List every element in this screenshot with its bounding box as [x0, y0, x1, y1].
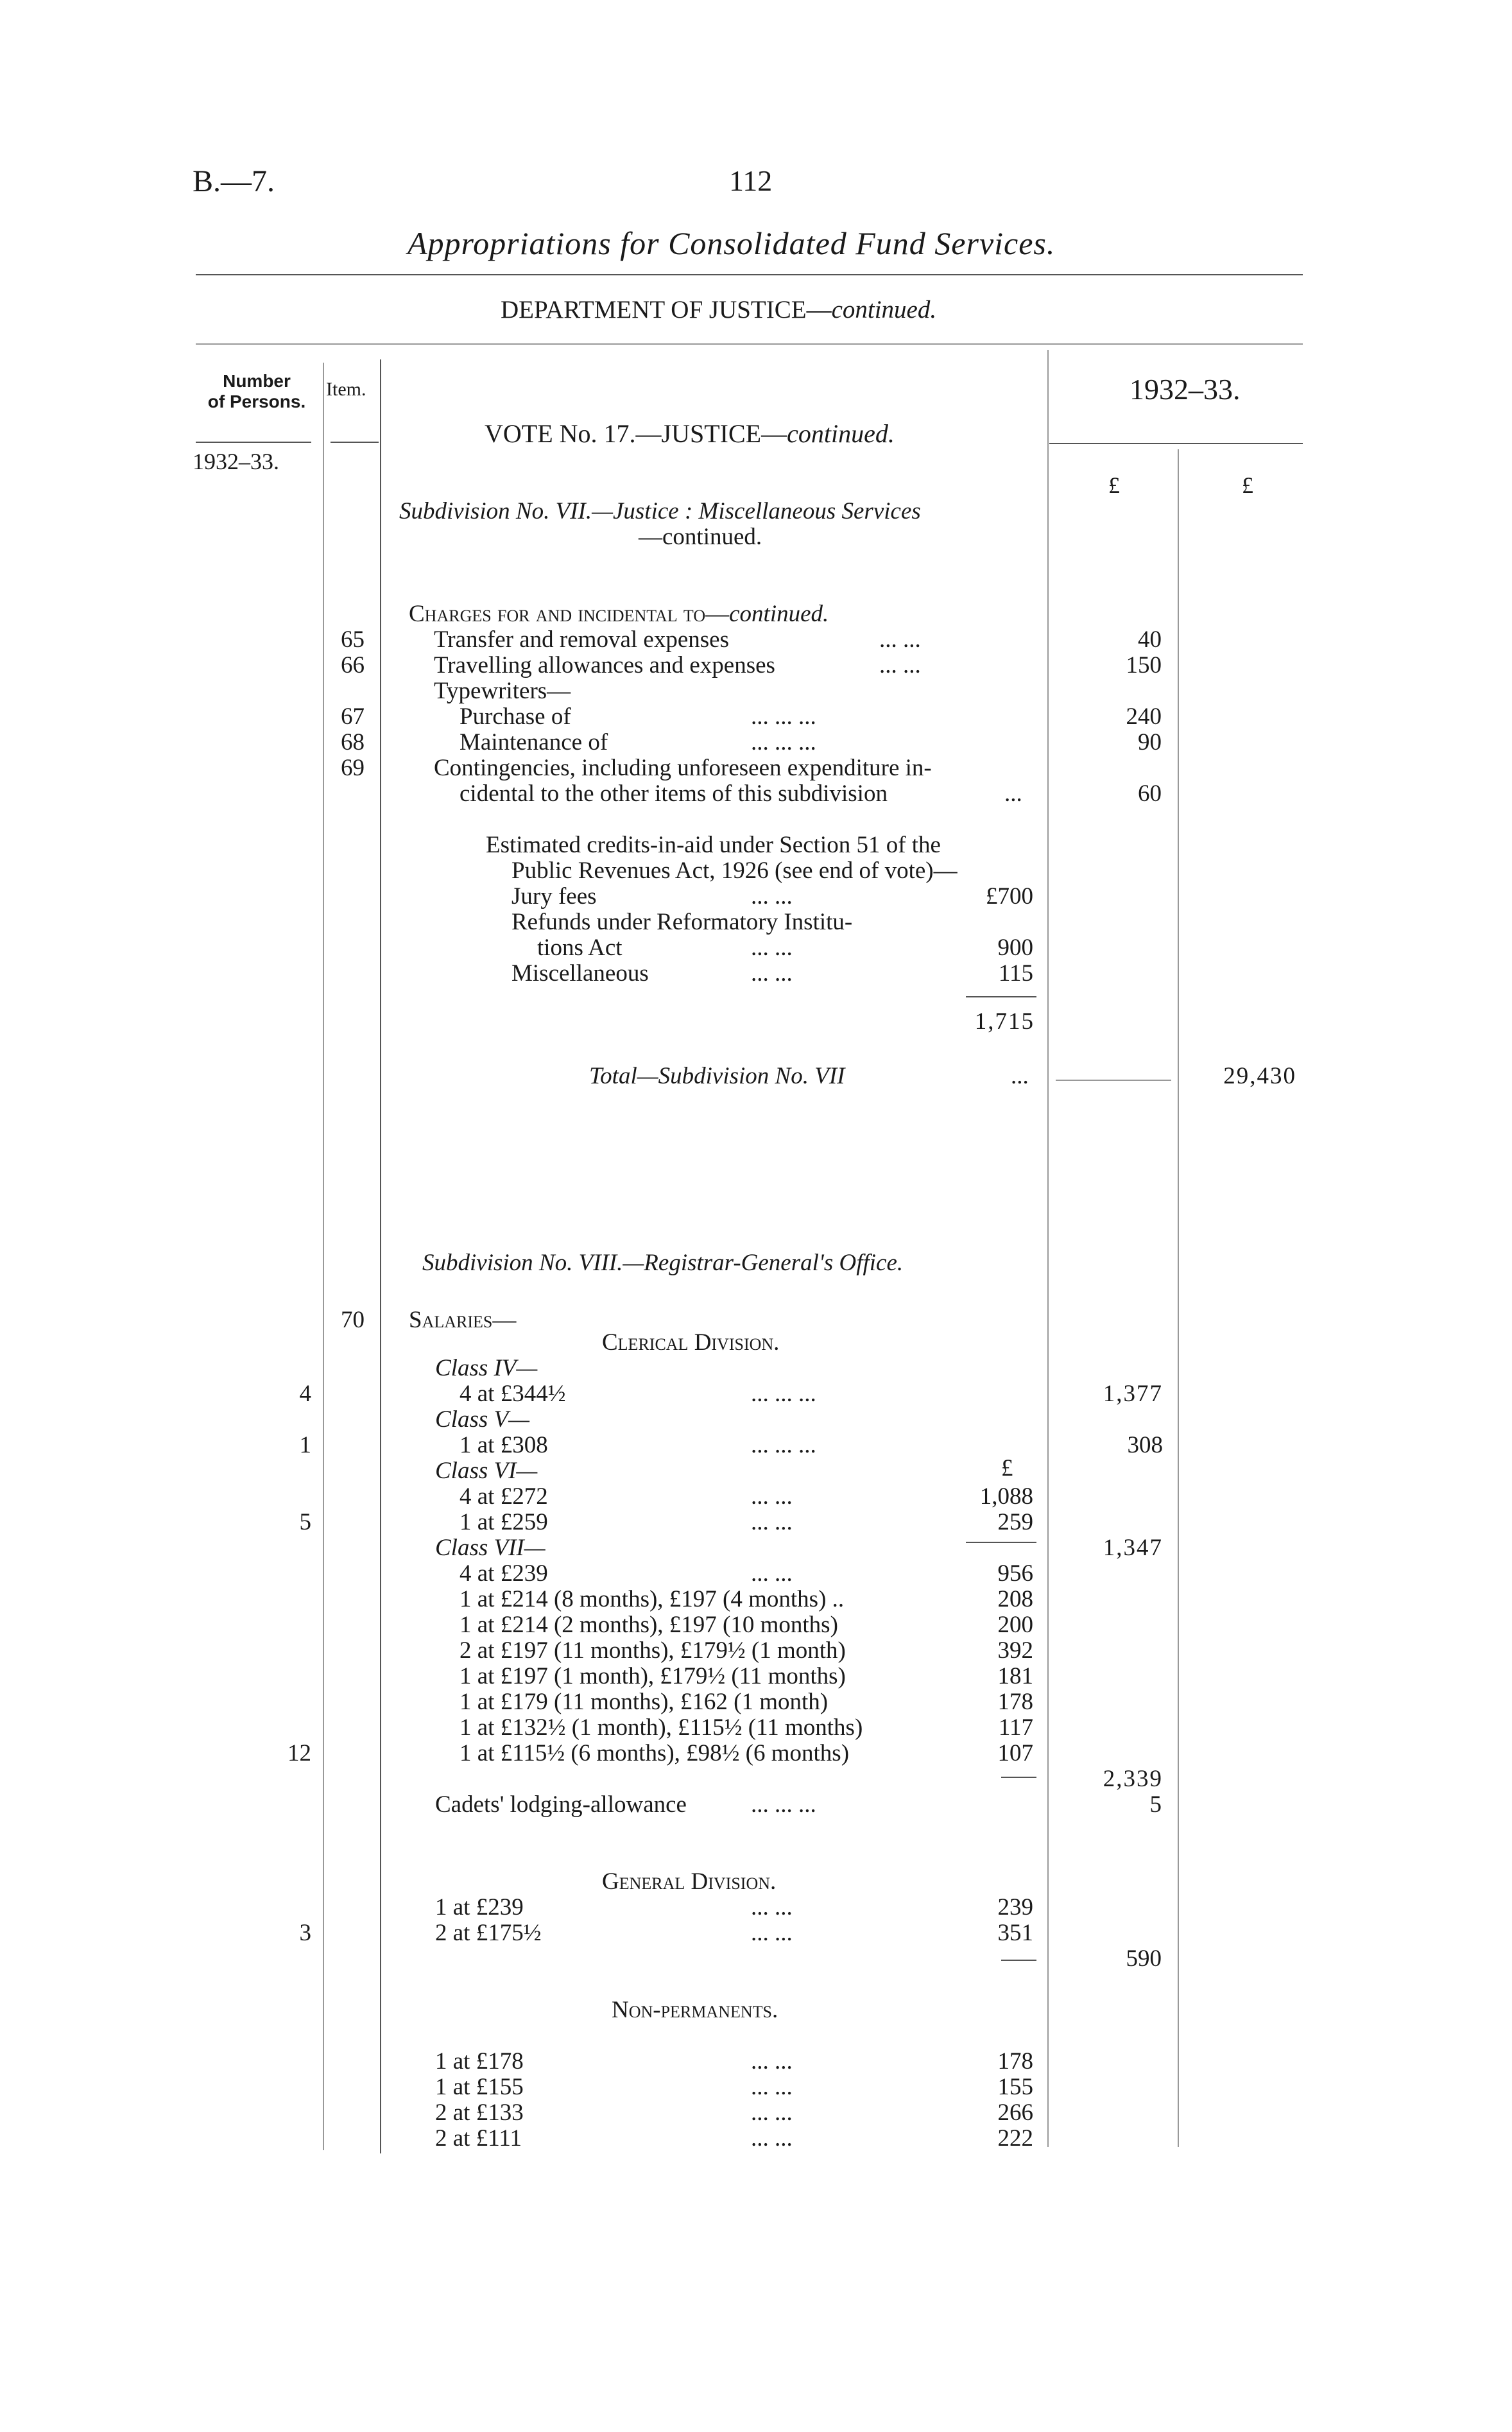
row-description: 4 at £344½	[460, 1381, 566, 1407]
leader-dots: ... ... ...	[751, 1432, 816, 1458]
credits-sum-rule	[966, 996, 1036, 997]
persons-item-divider	[323, 363, 324, 2150]
vote-title-continued: continued.	[787, 419, 895, 448]
salaries-heading: Salaries—	[409, 1307, 517, 1333]
leader-dots: ... ...	[751, 1920, 793, 1946]
credit-label: Jury fees	[511, 883, 597, 910]
row-value: 155	[997, 2074, 1033, 2100]
charges-heading-text: Charges for and incidental to—	[409, 601, 730, 627]
row-value: 222	[997, 2125, 1033, 2152]
row-value: 107	[997, 1740, 1033, 1766]
department-name: DEPARTMENT OF JUSTICE—	[501, 296, 832, 323]
class-v-heading: Class V—	[435, 1406, 530, 1433]
row-value: 178	[997, 2048, 1033, 2074]
item-number: 68	[341, 729, 365, 755]
pound-sign-col2: £	[1242, 472, 1253, 498]
clerical-division-heading: Clerical Division.	[602, 1329, 780, 1356]
leader-dots: ... ...	[879, 626, 921, 653]
persons-count: 4	[299, 1381, 311, 1407]
subdivision-vii-total-label: Total—Subdivision No. VII	[589, 1063, 845, 1089]
row-description: 1 at £155	[435, 2074, 524, 2100]
item-number: 69	[341, 755, 365, 781]
column-persons-header: Number of Persons.	[207, 371, 306, 411]
pound-sign-col1: £	[1108, 472, 1120, 498]
row-value: 208	[997, 1586, 1033, 1612]
leader-dots: ... ... ...	[751, 1791, 816, 1818]
row-description: 1 at £259	[460, 1509, 548, 1535]
table-top-rule	[196, 343, 1303, 345]
class-iv-heading: Class IV—	[435, 1355, 538, 1381]
leader-dots: ... ...	[751, 1560, 793, 1587]
department-heading	[501, 295, 936, 324]
vote-title-text: VOTE No. 17.—JUSTICE—	[485, 419, 787, 448]
class-vi-sum-rule	[966, 1542, 1036, 1543]
row-value: 956	[997, 1560, 1033, 1587]
item-description-divider	[380, 359, 381, 2153]
total-dash-rule	[1056, 1080, 1171, 1081]
leader-dots: ... ...	[751, 1483, 793, 1510]
row-description: Maintenance of	[460, 729, 608, 755]
charges-heading-continued: continued.	[729, 601, 829, 627]
general-total: 590	[1126, 1945, 1162, 1972]
row-value: 117	[998, 1714, 1033, 1741]
row-description: Transfer and removal expenses	[434, 626, 729, 653]
row-description: Typewriters—	[434, 678, 571, 704]
leader-dots: ... ...	[751, 2048, 793, 2074]
row-description: 1 at £179 (11 months), £162 (1 month)	[460, 1689, 829, 1715]
row-amount: 240	[1126, 703, 1162, 730]
column-year-header: 1932–33.	[1130, 373, 1241, 406]
header-rule	[196, 274, 1303, 275]
persons-count: 12	[288, 1740, 311, 1766]
charges-heading	[409, 601, 829, 627]
row-description: cidental to the other items of this subdivision	[460, 780, 888, 807]
row-value: 178	[997, 1689, 1033, 1715]
row-amount: 308	[1127, 1432, 1163, 1458]
subdivision-vii-heading: Subdivision No. VII.—Justice : Miscellaneous Services	[399, 498, 921, 524]
row-description: 2 at £133	[435, 2100, 524, 2126]
row-description: 2 at £175½	[435, 1920, 542, 1946]
credit-label: Refunds under Reformatory Institu-	[511, 909, 853, 935]
item-header-rule	[331, 442, 379, 443]
row-value: 392	[997, 1637, 1033, 1664]
row-description: 1 at £115½ (6 months), £98½ (6 months)	[460, 1740, 850, 1766]
row-description: Cadets' lodging-allowance	[435, 1791, 687, 1818]
row-description: 1 at £178	[435, 2048, 524, 2074]
page-number: 112	[729, 164, 773, 197]
row-description: Purchase of	[460, 703, 571, 730]
row-description: 2 at £197 (11 months), £179½ (1 month)	[460, 1637, 846, 1664]
leader-dots: ... ... ...	[751, 1381, 816, 1407]
subdivision-vii-heading-cont: —continued.	[639, 524, 762, 550]
credit-amount: 115	[998, 960, 1033, 987]
row-description: Travelling allowances and expenses	[434, 652, 775, 678]
row-value: 259	[997, 1509, 1033, 1535]
row-value: 181	[997, 1663, 1033, 1689]
row-description: 1 at £308	[460, 1432, 548, 1458]
row-description: 4 at £272	[460, 1483, 548, 1510]
amount-total-divider	[1178, 449, 1179, 2147]
row-description: 1 at £214 (8 months), £197 (4 months) ..	[460, 1586, 845, 1612]
row-amount: 1,377	[1103, 1381, 1163, 1407]
class-vi-heading: Class VI—	[435, 1458, 538, 1484]
class-vi-total: 1,347	[1103, 1535, 1163, 1561]
item-number: 67	[341, 703, 365, 730]
row-description: 1 at £132½ (1 month), £115½ (11 months)	[460, 1714, 863, 1741]
credit-label: Miscellaneous	[511, 960, 649, 987]
row-description: 2 at £111	[435, 2125, 522, 2152]
general-sum-rule	[1001, 1960, 1036, 1961]
item-number: 65	[341, 626, 365, 653]
class-vi-pound-sign: £	[1001, 1455, 1013, 1481]
row-amount: 5	[1149, 1791, 1162, 1818]
leader-dots: ...	[1011, 1063, 1029, 1089]
column-item-header: Item.	[326, 379, 366, 400]
leader-dots: ... ...	[751, 2074, 793, 2100]
leader-dots: ... ...	[751, 935, 793, 961]
leader-dots: ... ...	[879, 652, 921, 678]
subdivision-vii-total: 29,430	[1223, 1063, 1296, 1089]
item-number: 66	[341, 652, 365, 678]
credits-line-1: Estimated credits-in-aid under Section 51 of the	[486, 832, 941, 858]
leader-dots: ... ...	[751, 1894, 793, 1920]
persons-count: 1	[299, 1432, 311, 1458]
persons-count: 3	[299, 1920, 311, 1946]
row-value: 1,088	[979, 1483, 1033, 1510]
credit-amount: £700	[986, 883, 1033, 910]
non-permanents-heading: Non-permanents.	[612, 1997, 778, 2023]
row-description: 4 at £239	[460, 1560, 548, 1587]
row-value: 351	[997, 1920, 1033, 1946]
leader-dots: ... ...	[751, 960, 793, 987]
row-value: 200	[997, 1612, 1033, 1638]
credits-total: 1,715	[974, 1008, 1035, 1035]
persons-year-label: 1932–33.	[193, 449, 279, 474]
leader-dots: ... ... ...	[751, 703, 816, 730]
document-ref: B.—7.	[193, 164, 275, 198]
row-description: 1 at £239	[435, 1894, 524, 1920]
row-description: 1 at £214 (2 months), £197 (10 months)	[460, 1612, 838, 1638]
row-amount: 40	[1138, 626, 1162, 653]
leader-dots: ... ... ...	[751, 729, 816, 755]
credit-amount: 900	[997, 935, 1033, 961]
item-number: 70	[341, 1307, 365, 1333]
year-header-rule	[1049, 443, 1303, 444]
row-value: 266	[997, 2100, 1033, 2126]
row-description: 1 at £197 (1 month), £179½ (11 months)	[460, 1663, 846, 1689]
class-vii-heading: Class VII—	[435, 1535, 546, 1561]
subdivision-viii-heading: Subdivision No. VIII.—Registrar-General's Office.	[422, 1250, 904, 1276]
vote-title	[485, 418, 895, 449]
row-amount: 150	[1126, 652, 1162, 678]
persons-header-rule	[196, 442, 311, 443]
leader-dots: ... ...	[751, 883, 793, 910]
leader-dots: ... ...	[751, 2125, 793, 2152]
leader-dots: ... ...	[751, 2100, 793, 2126]
row-amount: 90	[1138, 729, 1162, 755]
credit-label: tions Act	[537, 935, 623, 961]
row-value: 239	[997, 1894, 1033, 1920]
leader-dots: ...	[1004, 780, 1022, 807]
description-amount-divider	[1047, 350, 1049, 2147]
class-vii-sum-rule	[1001, 1777, 1036, 1778]
general-division-heading: General Division.	[602, 1868, 777, 1895]
leader-dots: ... ...	[751, 1509, 793, 1535]
row-amount: 60	[1138, 780, 1162, 807]
department-continued: continued.	[831, 296, 937, 323]
row-description: Contingencies, including unforeseen expenditure in-	[434, 755, 932, 781]
page-title: Appropriations for Consolidated Fund Services.	[408, 225, 1056, 261]
credits-line-2: Public Revenues Act, 1926 (see end of vote)—	[511, 858, 958, 884]
persons-count: 5	[299, 1509, 311, 1535]
class-vii-total: 2,339	[1103, 1766, 1163, 1792]
